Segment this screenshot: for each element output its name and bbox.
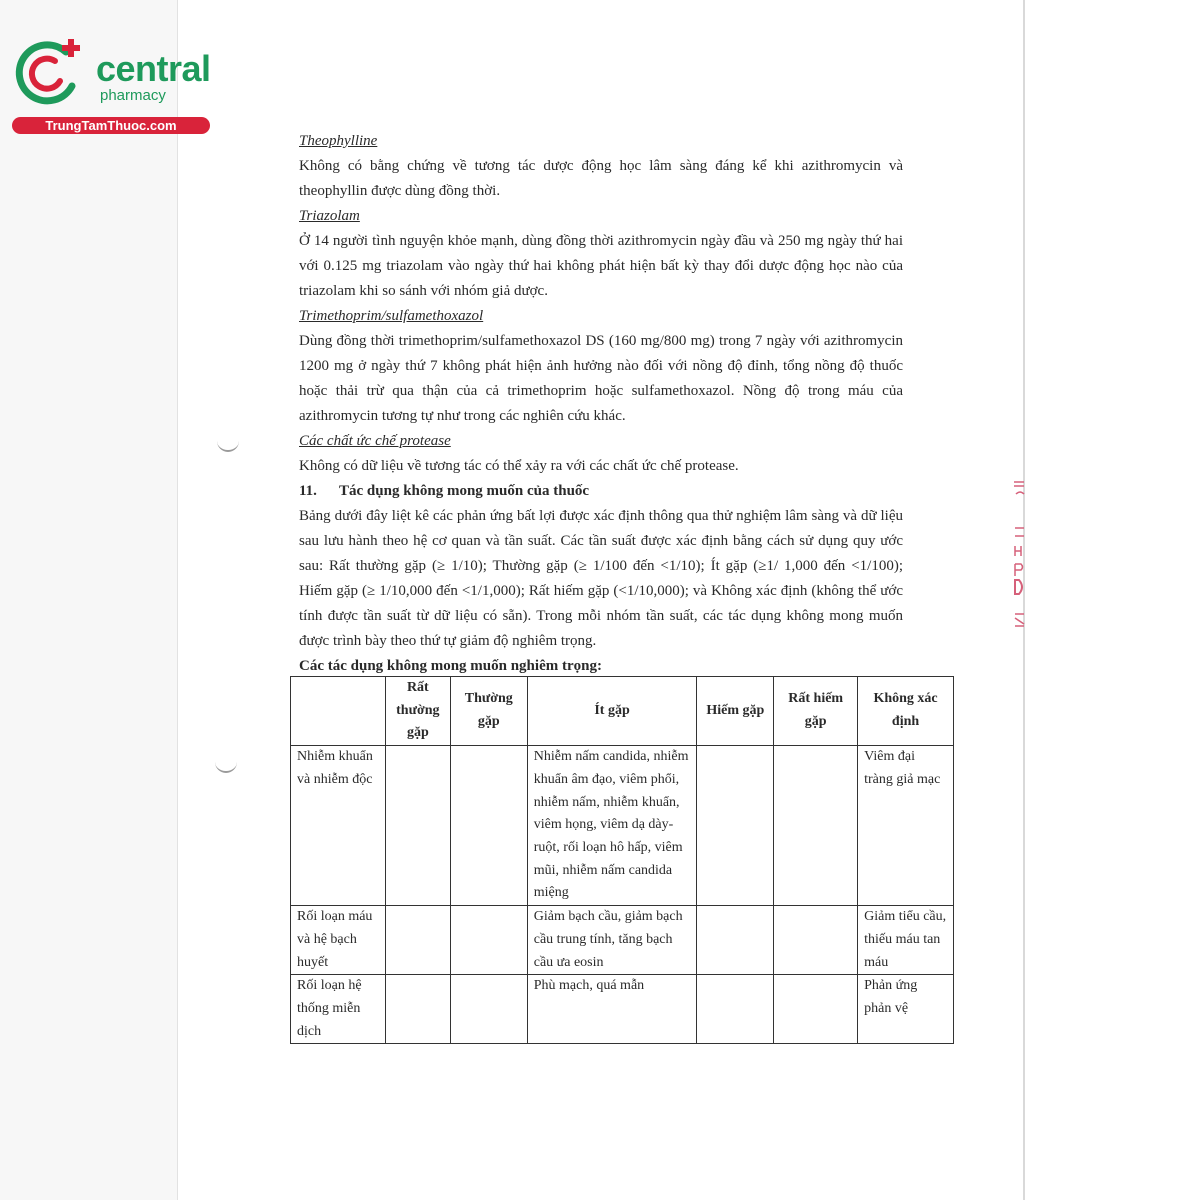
cell-common — [450, 906, 527, 975]
cell-very-rare — [774, 906, 858, 975]
table-header-row — [291, 677, 954, 746]
table-title: Các tác dụng không mong muốn nghiêm trọng: — [299, 658, 602, 674]
subheading-triazolam: Triazolam — [299, 208, 360, 224]
punch-hole — [217, 436, 239, 452]
cell-common — [450, 746, 527, 906]
header-cell-very-rare: Rất hiếm gặp — [774, 677, 858, 746]
cell-rare — [697, 746, 774, 906]
subheading-theophylline: Theophylline — [299, 133, 378, 149]
subheading-trimethoprim: Trimethoprim/sulfamethoxazol — [299, 308, 484, 324]
paragraph-triazolam: Ở 14 người tình nguyện khỏe mạnh, dùng đồng thời azithromycin ngày đầu và 250 mg ngày thứ hai với 0.125 mg triazolam vào ngày thứ hai không phát hiện bất kỳ thay đổi dược động học nào của triazolam khi so sánh với nhóm giả dược. — [299, 233, 903, 299]
cell-very-common — [385, 746, 450, 906]
paragraph-trimethoprim: Dùng đồng thời trimethoprim/sulfamethoxazol DS (160 mg/800 mg) trong 7 ngày với azithromycin 1200 mg ở ngày thứ 7 không phát hiện ảnh hưởng nào đối với nồng độ đỉnh, tổng nồng độ thuốc hoặc thải trừ qua thận của cả trimethoprim hoặc sulfamethoxazol. Nồng độ trong máu của azithromycin tương tự như trong các nghiên cứu khác. — [299, 333, 903, 424]
cell-unknown: Giảm tiểu cầu, thiếu máu tan máu — [858, 906, 954, 975]
cell-unknown: Viêm đại tràng giả mạc — [858, 746, 954, 906]
paragraph-section-intro: Bảng dưới đây liệt kê các phản ứng bất lợi được xác định thông qua thử nghiệm lâm sàng và dữ liệu sau lưu hành theo hệ cơ quan và tần suất. Các tần suất được xác định bằng cách sử dụng quy ước sau: Rất thường gặp (≥ 1/10); Thường gặp (≥ 1/100 đến <1/10); Ít gặp (≥1/ 1,000 đến <1/100); Hiếm gặp (≥ 1/10,000 đến <1/1,000); Rất hiếm gặp (<1/10,000); và Không xác định (không thể ước tính được tần suất từ dữ liệu có sẵn). Trong mỗi nhóm tần suất, các tác dụng không mong muốn được trình bày theo thứ tự giảm độ nghiêm trọng. — [299, 508, 903, 649]
punch-hole — [215, 757, 237, 773]
paragraph-theophylline: Không có bằng chứng về tương tác dược động học lâm sàng đáng kể khi azithromycin và theophyllin được dùng đồng thời. — [299, 158, 903, 199]
cell-system: Rối loạn máu và hệ bạch huyết — [291, 906, 386, 975]
cell-system: Rối loạn hệ thống miễn dịch — [291, 975, 386, 1044]
table-row — [291, 746, 954, 906]
cell-common — [450, 975, 527, 1044]
document-body — [299, 129, 903, 679]
logo-website-banner: TrungTamThuoc.com — [12, 117, 210, 134]
central-pharmacy-logo — [10, 36, 215, 136]
cell-uncommon: Nhiễm nấm candida, nhiễm khuẩn âm đạo, viêm phổi, nhiễm nấm, nhiễm khuẩn, viêm họng, viêm dạ dày- ruột, rối loạn hô hấp, viêm mũi, nhiễm nấm candida miệng — [527, 746, 697, 906]
header-cell-very-common: Rất thường gặp — [385, 677, 450, 746]
logo-tagline: pharmacy — [100, 87, 166, 104]
section-heading — [299, 479, 903, 504]
section-number: 11. — [299, 483, 317, 499]
cell-uncommon: Phù mạch, quá mẫn — [527, 975, 697, 1044]
logo-brand-text: central — [96, 48, 211, 89]
table-row — [291, 906, 954, 975]
logo-mark-icon — [10, 36, 90, 116]
header-cell-rare: Hiếm gặp — [697, 677, 774, 746]
cell-very-common — [385, 975, 450, 1044]
cell-very-common — [385, 906, 450, 975]
cell-system: Nhiễm khuẩn và nhiễm độc — [291, 746, 386, 906]
cell-very-rare — [774, 746, 858, 906]
header-cell-common: Thường gặp — [450, 677, 527, 746]
header-cell-uncommon: Ít gặp — [527, 677, 697, 746]
paragraph-protease: Không có dữ liệu về tương tác có thể xảy ra với các chất ức chế protease. — [299, 458, 739, 474]
scan-page-edge — [177, 0, 178, 1200]
table-row — [291, 975, 954, 1044]
adverse-effects-table — [290, 676, 954, 1044]
cell-uncommon: Giảm bạch cầu, giảm bạch cầu trung tính, tăng bạch cầu ưa eosin — [527, 906, 697, 975]
cell-rare — [697, 975, 774, 1044]
cell-very-rare — [774, 975, 858, 1044]
cell-unknown: Phản ứng phản vệ — [858, 975, 954, 1044]
stamp-fragment-icon — [1012, 480, 1026, 650]
scan-margin-shade — [0, 0, 178, 1200]
header-cell-system — [291, 677, 386, 746]
header-cell-unknown: Không xác định — [858, 677, 954, 746]
cell-rare — [697, 906, 774, 975]
subheading-protease: Các chất ức chế protease — [299, 433, 451, 449]
section-title: Tác dụng không mong muốn của thuốc — [339, 483, 590, 499]
